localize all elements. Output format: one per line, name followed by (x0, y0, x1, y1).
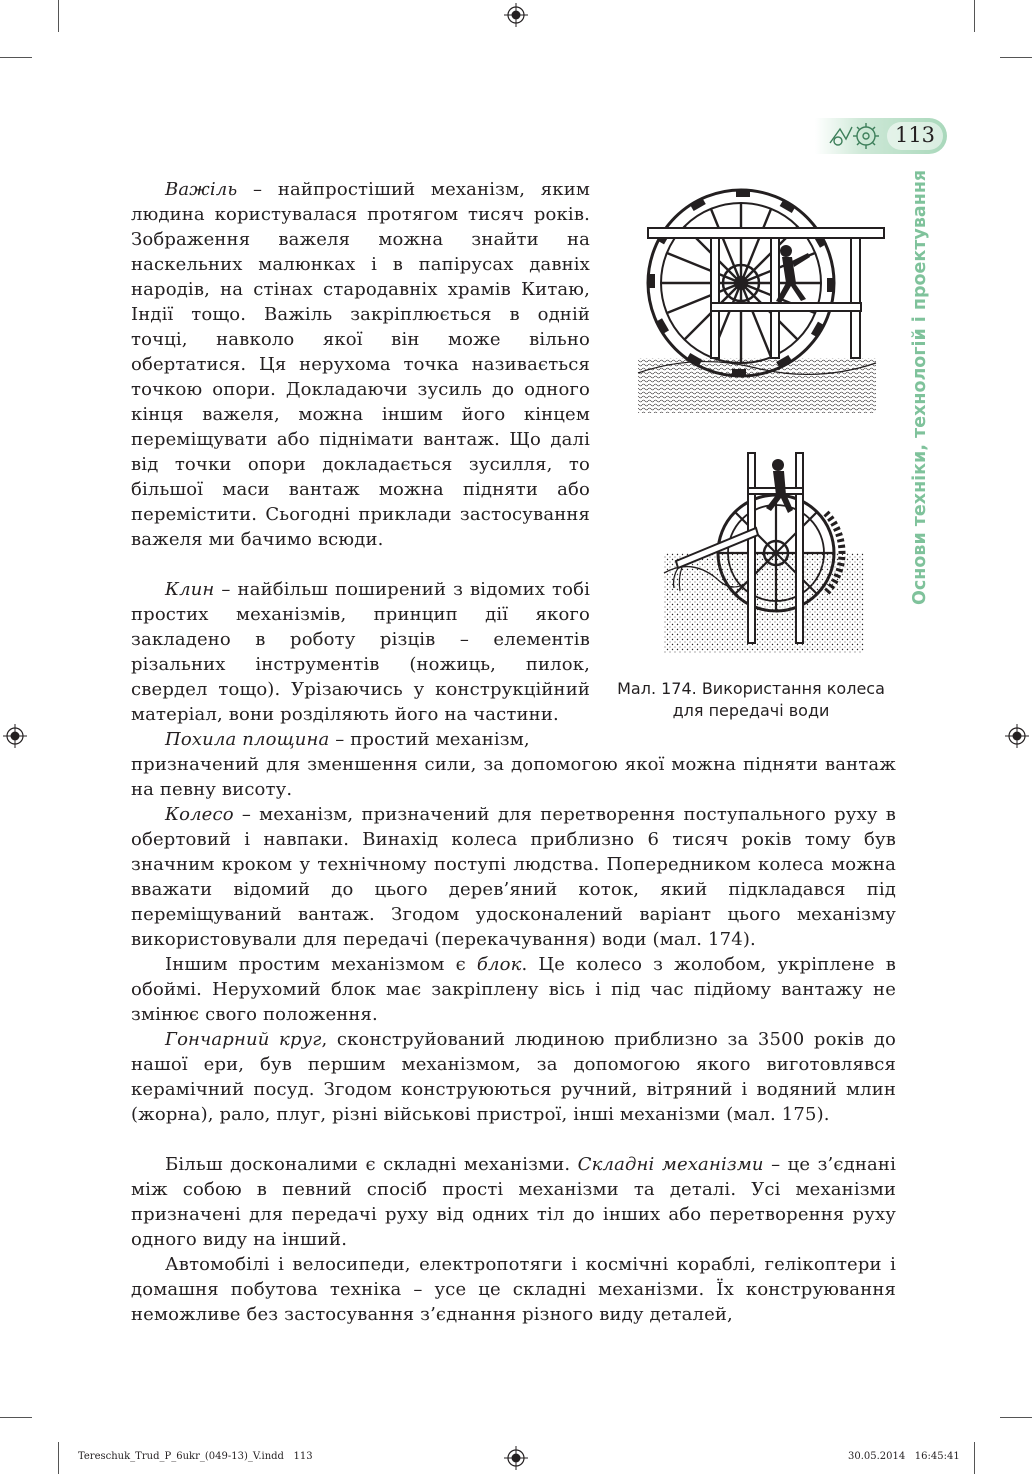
crop-mark (974, 0, 975, 32)
paragraph-inclined-plane-start: Похила площина – простий механізм, (165, 729, 530, 750)
term-wedge: Клин (165, 579, 215, 600)
term-wheel: Колесо (165, 804, 234, 825)
paragraph-inclined-plane-end: призначений для зменшення сили, за допомогою якої можна підняти вантаж на певну висоту. (131, 754, 896, 800)
crop-mark (0, 1417, 32, 1418)
registration-mark-icon (1005, 724, 1029, 748)
term-potters-wheel: Гончарний круг (165, 1029, 322, 1050)
term-inclined-plane: Похила площина (165, 729, 330, 750)
registration-mark-icon (504, 1446, 528, 1470)
figure-caption (606, 678, 896, 722)
crop-mark (1000, 1417, 1032, 1418)
page-number: 113 (894, 123, 936, 147)
gear-icon (828, 121, 886, 151)
registration-mark-icon (3, 724, 27, 748)
crop-mark (1000, 57, 1032, 58)
term-pulley: блок (476, 954, 522, 975)
term-lever: Важіль (165, 179, 238, 200)
crop-mark (974, 1442, 975, 1474)
crop-mark (58, 0, 59, 32)
paragraph-wedge: Клин – найбільш поширений з відомих тобі простих механізмів, принцип дії якого закладено в роботу різців – елементів різальних інструментів (ножиць, пилок, свердел тощо). Урізаючись у конструкційний матеріал, вони розділяють його на частини. (131, 579, 590, 725)
crop-mark (0, 57, 32, 58)
term-complex-mechanisms: Складні механізми (577, 1154, 764, 1175)
paragraph-vehicles: Автомобілі і велосипеди, електропотяги і космічні кораблі, гелікоптери і домашня побутова техніка – усе це складні механізми. Їх конструювання неможливе без застосування з’єднання різного виду деталей, (131, 1254, 896, 1325)
lower-water-wheel (664, 453, 864, 653)
paragraph-pulley: Іншим простим механізмом є блок. Це колесо з жолобом, укріплене в обоймі. Нерухомий блок має закріплену вісь і під час підйому вантажу не змінює свого положення. (131, 954, 896, 1025)
paragraph-complex-mechanisms: Більш досконалими є складні механізми. Складні механізми – це з’єднані між собою в певний спосіб прості механізми та деталі. Усі механізми призначені для передачі руху від одних тіл до інших або перетворення руху одного виду на інший. (131, 1154, 896, 1250)
chapter-side-label: Основи техніки, технологій і проектування (910, 169, 930, 605)
footer-file-name: Tereschuk_Trud_P_6ukr_(049-13)_V.indd 113 (78, 1451, 313, 1462)
figure-caption-line-2: для передачі води (672, 701, 830, 720)
figure-caption-line-1: Мал. 174. Використання колеса (617, 679, 885, 698)
paragraph-potters-wheel: Гончарний круг, сконструйований людиною приблизно за 3500 років до нашої ери, був першим механізмом, за допомогою якого виготовлявся керамічний посуд. Згодом конструюються ручний, вітряний і водяний млин (жорна), рало, плуг, різні військові пристрої, інші механізми (мал. 175). (131, 1029, 896, 1125)
registration-mark-icon (504, 3, 528, 27)
paragraph-lever: Важіль – найпростіший механізм, яким людина користувалася протягом тисяч років. Зображення важеля можна знайти на наскельних малюнках і в папірусах давніх народів, на стінах стародавніх храмів Китаю, Індії тощо. Важіль закріплюється в одній точці, навколо якої він може вільно обертатися. Ця нерухома точка називається точкою опори. Докладаючи зусиль до одного кінця важеля, можна іншим його кінцем переміщувати або піднімати вантаж. Що далі від точки опори докладається зусилля, то більшої маси вантаж можна підняти або перемістити. Сьогодні приклади застосування важеля ми бачимо всюди. (131, 179, 590, 550)
footer-date: 30.05.2014 16:45:41 (848, 1451, 960, 1462)
crop-mark (58, 1442, 59, 1474)
upper-water-wheel (638, 189, 884, 413)
water-wheel-illustration (636, 183, 886, 663)
paragraph-wheel: Колесо – механізм, призначений для перетворення поступального руху в обертовий і навпаки. Винахід колеса приблизно 6 тисяч років тому був значним кроком у технічному поступі людства. Попередником колеса можна вважати відомий до цього дерев’яний коток, який підкладався під переміщуваний вантаж. Згодом удосконалений варіант цього механізму використовували для передачі (перекачування) води (мал. 174). (131, 804, 896, 950)
